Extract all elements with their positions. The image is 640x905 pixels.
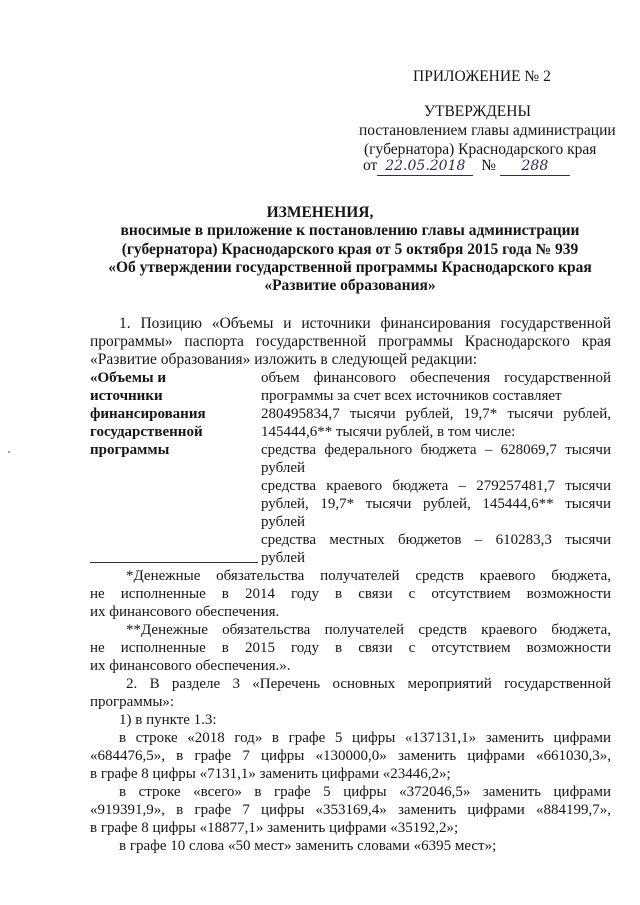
title-line-4: «Развитие образования» [264,277,436,294]
title-line-3: «Об утверждении государственной программы Краснодарского края [108,259,592,276]
para1-line-2: программы» паспорта государственной программы Краснодарского края [90,333,611,350]
date-value: 22.05.2018 [377,157,473,176]
title-line-2: (губернатора) Краснодарского края от 5 октября 2015 года № 939 [121,241,579,258]
title-line-1: вносимые в приложение к постановлению главы администрации [120,222,580,239]
approved-label: УТВЕРЖДЕНЫ [424,103,531,120]
decree-line-2: (губернатора) Краснодарского края [364,141,597,158]
para1-line-1: 1. Позицию «Объемы и источники финансирования государственной [119,315,611,332]
change-a-line-3: в графе 8 цифры «7131,1» заменить цифрами «23446,2»; [90,766,451,782]
financing-label-line: «Объемы и [90,370,167,386]
footnote-2-line-2: не исполненные в 2015 году в связи с отсутствием возможности [90,640,611,656]
section2-line-2: программы»: [90,694,175,710]
change-b-line-2: «919391,9», в графе 7 цифры «353169,4» заменить цифрами «884199,7», [90,802,611,818]
section2-line-1: 2. В разделе 3 «Перечень основных мероприятий государственной [126,676,611,692]
financing-line: 280495834,7 тысячи рублей, 19,7* тысячи рублей, [261,406,611,422]
financing-line: рублей [261,550,306,566]
appendix-label: ПРИЛОЖЕНИЕ № 2 [413,68,551,85]
financing-line: средства местных бюджетов – 610283,3 тысячи [261,532,611,548]
financing-label-line: государственной [90,424,203,440]
change-a-line-1: в строке «2018 год» в графе 5 цифры «137131,1» заменить цифрами [119,730,611,746]
financing-line: средства федерального бюджета – 628069,7 тысячи [261,442,611,458]
footnote-1-line-1: *Денежные обязательства получателей средств краевого бюджета, [126,568,611,584]
scan-speck [8,451,10,453]
footnote-1-line-2: не исполненные в 2014 году в связи с отсутствием возможности [90,586,611,602]
date-prefix: от [363,157,378,174]
financing-line: программы за счет всех источников составляет [261,388,562,404]
financing-line: рублей [261,514,306,530]
footnote-2-line-1: **Денежные обязательства получателей средств краевого бюджета, [126,622,611,638]
number-prefix: № [481,157,496,174]
footnote-2-line-3: их финансового обеспечения.». [90,658,291,674]
financing-line: 145444,6** тысячи рублей, в том числе: [261,424,516,440]
change-c-line-1: в графе 10 слова «50 мест» заменить словами «6395 мест»; [119,838,497,854]
financing-line: объем финансового обеспечения государственной [261,370,611,386]
change-b-line-3: в графе 8 цифры «18877,1» заменить цифрами «35192,2»; [90,820,459,836]
financing-line: рублей [261,460,306,476]
decree-line-1: постановлением главы администрации [359,122,616,139]
footnote-1-line-3: их финансового обеспечения. [90,604,280,620]
para1-line-3: «Развитие образования» изложить в следующей редакции: [90,351,478,368]
doc-title: ИЗМЕНЕНИЯ, [266,204,374,221]
financing-line: рублей, 19,7* тысячи рублей, 145444,6** тысячи [261,496,611,512]
section2-item-1: 1) в пункте 1.3: [119,712,217,728]
financing-label-line: финансирования [90,406,206,422]
footnote-divider [90,562,258,563]
financing-line: средства краевого бюджета – 279257481,7 тысячи [261,478,611,494]
change-b-line-1: в строке «всего» в графе 5 цифры «372046,5» заменить цифрами [119,784,611,800]
number-value: 288 [500,157,570,176]
financing-label-line: источники [90,388,163,404]
change-a-line-2: «684476,5», в графе 7 цифры «130000,0» заменить цифрами «661030,3», [90,748,611,764]
financing-label-line: программы [90,442,170,458]
decree-date-line [363,157,570,176]
